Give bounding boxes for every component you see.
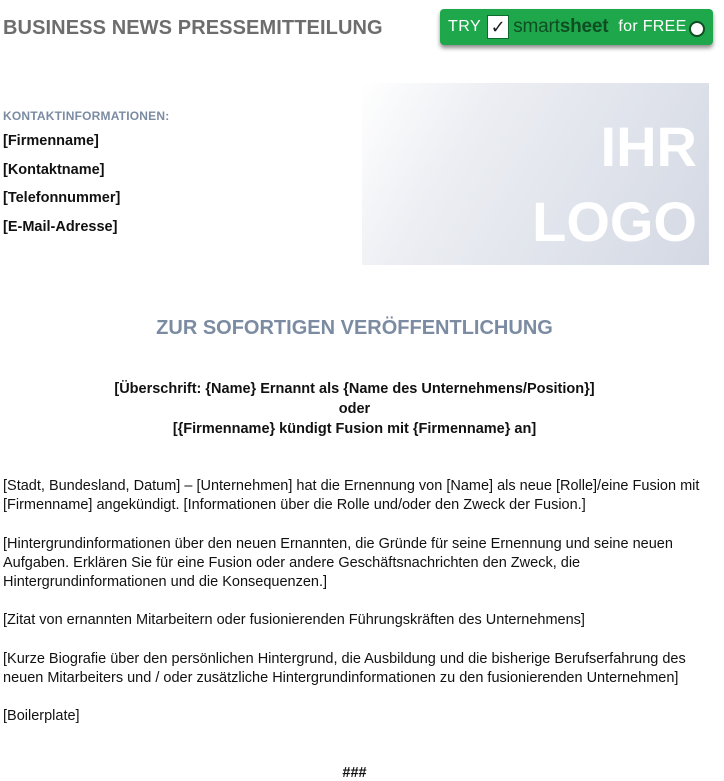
body-paragraph-4: [Kurze Biografie über den persönlichen Hintergrund, die Ausbildung und die bisherige Berufserfahrung des neuen Mitarbeiters und / oder zusätzliche Hintergrundinformationen zu den fusionierenden Unternehmen] — [3, 651, 686, 686]
pointer-hand-icon — [689, 21, 705, 37]
brand-bold: sheet — [559, 16, 609, 37]
release-label: ZUR SOFORTIGEN VERÖFFENTLICHUNG — [156, 317, 553, 339]
headline-line-2: oder — [338, 401, 371, 417]
brand-light: smart — [513, 16, 560, 37]
contact-company: [Firmenname] — [3, 133, 99, 149]
cta-free-label: for FREE — [618, 18, 687, 35]
contact-email: [E-Mail-Adresse] — [3, 219, 118, 235]
logo-line-1: IHR — [600, 115, 697, 178]
end-mark: ### — [342, 765, 367, 781]
logo-text — [532, 109, 697, 259]
checkmark-icon: ✓ — [487, 15, 509, 39]
document-title: BUSINESS NEWS PRESSEMITTEILUNG — [3, 17, 383, 39]
body-paragraph-5: [Boilerplate] — [3, 708, 80, 724]
headline-line-3: [{Firmenname} kündigt Fusion mit {Firmenname} an] — [172, 421, 537, 437]
try-smartsheet-button[interactable] — [440, 9, 713, 45]
body-paragraph-2: [Hintergrundinformationen über den neuen Ernannten, die Gründe für seine Ernennung und seine neuen Aufgaben. Erklären Sie für eine Fusion oder andere Geschäftsnachrichten den Zweck, die Hintergrundinformationen und die Konsequenzen.] — [3, 536, 673, 590]
contact-heading: KONTAKTINFORMATIONEN: — [3, 109, 170, 123]
logo-line-2: LOGO — [532, 190, 697, 253]
contact-phone: [Telefonnummer] — [3, 190, 121, 206]
headline-line-1: [Überschrift: {Name} Ernannt als {Name des Unternehmens/Position}] — [114, 381, 595, 397]
smartsheet-logo — [513, 16, 608, 38]
body-paragraph-3: [Zitat von ernannten Mitarbeitern oder fusionierenden Führungskräften des Unternehmens] — [3, 612, 585, 628]
logo-placeholder — [362, 83, 709, 265]
body-paragraph-1: [Stadt, Bundesland, Datum] – [Unternehmen] hat die Ernennung von [Name] als neue [Rolle]/eine Fusion mit [Firmenname] angekündigt. [Informationen über die Rolle und/oder den Zweck der Fusion.] — [3, 478, 700, 513]
contact-name: [Kontaktname] — [3, 162, 105, 178]
cta-try-label: TRY — [448, 18, 482, 35]
